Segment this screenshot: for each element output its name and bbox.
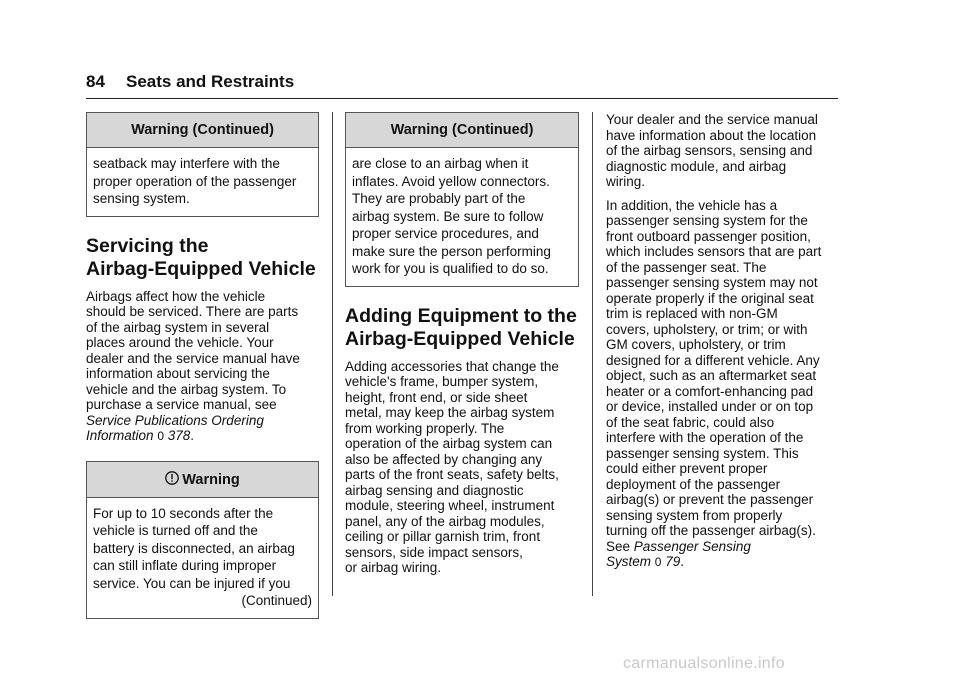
text-line: panel, any of the airbag modules, bbox=[345, 513, 545, 529]
passenger-sensing-link-cont[interactable]: System bbox=[606, 554, 652, 569]
text-line: which includes sensors that are part bbox=[606, 244, 822, 259]
warning-box bbox=[86, 461, 319, 619]
page-ref-icon: 0 bbox=[157, 429, 164, 443]
text-line: operation of the airbag system can bbox=[345, 436, 553, 451]
text-line: deployment of the passenger bbox=[606, 476, 781, 492]
passenger-sensing-paragraph bbox=[606, 198, 838, 571]
text-line: GM covers, upholstery, or trim bbox=[606, 337, 786, 352]
section-heading-adding-equipment bbox=[345, 305, 579, 351]
text-line: of the airbag sensors, sensing and bbox=[606, 143, 813, 158]
warning-box-body bbox=[87, 148, 318, 216]
warning-continued-box bbox=[345, 112, 579, 287]
text-line: inflates. Avoid yellow connectors. bbox=[352, 173, 550, 189]
page-header bbox=[86, 72, 838, 99]
warning-box-body bbox=[87, 498, 318, 618]
text-line: For up to 10 seconds after the bbox=[93, 505, 274, 521]
text-line: turning off the passenger airbag(s). bbox=[606, 523, 816, 538]
text-line: airbag(s) or prevent the passenger bbox=[606, 492, 814, 507]
text-line: passenger sensing system. This bbox=[606, 445, 799, 461]
text-line: vehicle's frame, bumper system, bbox=[345, 374, 539, 389]
text-line: airbag sensing and diagnostic bbox=[345, 482, 524, 498]
text-line: In addition, the vehicle has a bbox=[606, 197, 778, 213]
adding-equipment-paragraph bbox=[345, 359, 579, 576]
text-line: airbag system. Be sure to follow bbox=[352, 208, 544, 224]
text-line: ceiling or pillar garnish trim, front bbox=[345, 529, 541, 544]
text-line: They are probably part of the bbox=[352, 191, 526, 206]
text-line: should be serviced. There are parts bbox=[86, 304, 299, 319]
warning-title: Warning bbox=[182, 471, 240, 488]
warning-box-heading: Warning (Continued) bbox=[87, 113, 318, 148]
heading-line: Adding Equipment to the bbox=[345, 304, 577, 327]
text-line: front outboard passenger position, bbox=[606, 228, 811, 244]
text-line: battery is disconnected, an airbag bbox=[93, 540, 295, 556]
text-line: parts of the front seats, safety belts, bbox=[345, 467, 559, 482]
text-line: sensing system. bbox=[93, 191, 190, 206]
text-line: make sure the person performing bbox=[352, 243, 551, 259]
service-publications-link-cont[interactable]: Information bbox=[86, 428, 154, 443]
text-line: seatback may interfere with the bbox=[93, 156, 280, 171]
column-2 bbox=[345, 112, 579, 584]
text-line: also be affected by changing any bbox=[345, 451, 543, 467]
text-line: information about servicing the bbox=[86, 366, 270, 381]
link-line bbox=[606, 554, 838, 571]
servicing-paragraph bbox=[86, 289, 319, 445]
period: . bbox=[680, 554, 685, 569]
text-line: heater or a comfort-enhancing pad bbox=[606, 383, 814, 399]
heading-line: Servicing the bbox=[86, 234, 209, 257]
text-line: of the passenger seat. The bbox=[606, 259, 767, 275]
section-heading-servicing bbox=[86, 235, 319, 281]
text-line: could either prevent proper bbox=[606, 461, 768, 476]
text-line: have information about the location bbox=[606, 127, 817, 143]
page-ref-number[interactable]: 378 bbox=[167, 428, 191, 443]
heading-line: Airbag-Equipped Vehicle bbox=[345, 327, 575, 350]
warning-box-heading: Warning (Continued) bbox=[346, 113, 578, 148]
column-3 bbox=[606, 112, 838, 579]
text-line: proper operation of the passenger bbox=[93, 173, 297, 189]
text-line: Airbags affect how the vehicle bbox=[86, 288, 266, 304]
page-ref-icon: 0 bbox=[654, 555, 662, 569]
text-line: are close to an airbag when it bbox=[352, 156, 529, 171]
warning-box-body bbox=[346, 148, 578, 286]
service-publications-link[interactable]: Service Publications Ordering bbox=[86, 412, 264, 428]
text-line: purchase a service manual, see bbox=[86, 397, 277, 412]
text-line: of the seat fabric, could also bbox=[606, 414, 775, 430]
text-line: or device, installed under or on top bbox=[606, 399, 814, 414]
text-line: or airbag wiring. bbox=[345, 560, 442, 575]
page-ref-number[interactable]: 79 bbox=[665, 554, 681, 569]
dealer-info-paragraph bbox=[606, 112, 838, 190]
section-title: Seats and Restraints bbox=[126, 72, 295, 91]
period: . bbox=[190, 428, 195, 443]
text-line: sensing system from properly bbox=[606, 507, 783, 523]
text-line: operate properly if the original seat bbox=[606, 290, 814, 306]
text-line: Adding accessories that change the bbox=[345, 358, 559, 374]
text-line: places around the vehicle. Your bbox=[86, 335, 274, 350]
text-line: designed for a different vehicle. Any bbox=[606, 352, 820, 368]
text-line: passenger sensing system for the bbox=[606, 213, 808, 228]
text-line: proper service procedures, and bbox=[352, 226, 539, 241]
text-line: sensors, side impact sensors, bbox=[345, 544, 523, 560]
text-line: diagnostic module, and airbag bbox=[606, 158, 787, 174]
warning-icon bbox=[165, 471, 179, 485]
link-line bbox=[86, 428, 319, 445]
column-1 bbox=[86, 112, 319, 637]
text-line: interfere with the operation of the bbox=[606, 430, 804, 445]
text-line: can still inflate during improper bbox=[93, 558, 277, 573]
passenger-sensing-link[interactable]: Passenger Sensing bbox=[633, 538, 751, 554]
text-line: service. You can be injured if you bbox=[93, 575, 291, 591]
text-line: Your dealer and the service manual bbox=[606, 112, 818, 127]
text-line: height, front end, or side sheet bbox=[345, 389, 528, 405]
column-divider bbox=[332, 112, 333, 596]
text-line: vehicle is turned off and the bbox=[93, 523, 258, 538]
page-number: 84 bbox=[86, 72, 105, 91]
warning-continued-box bbox=[86, 112, 319, 217]
heading-line: Airbag-Equipped Vehicle bbox=[86, 257, 316, 280]
warning-box-heading bbox=[87, 462, 318, 498]
text-line: vehicle and the airbag system. To bbox=[86, 381, 287, 397]
text-line: dealer and the service manual have bbox=[86, 350, 300, 366]
text-line: passenger sensing system may not bbox=[606, 275, 818, 290]
see-word: See bbox=[606, 538, 631, 554]
column-divider bbox=[592, 112, 593, 596]
text-line: from working properly. The bbox=[345, 420, 505, 436]
watermark: carmanualsonline.info bbox=[623, 655, 785, 672]
text-line: wiring. bbox=[606, 174, 646, 189]
text-line: covers, upholstery, or trim; or with bbox=[606, 321, 808, 337]
continued-label: (Continued) bbox=[241, 593, 312, 608]
text-line: metal, may keep the airbag system bbox=[345, 405, 555, 420]
text-line: object, such as an aftermarket seat bbox=[606, 368, 817, 383]
text-line: module, steering wheel, instrument bbox=[345, 498, 555, 513]
text-line: of the airbag system in several bbox=[86, 319, 270, 335]
text-line: trim is replaced with non-GM bbox=[606, 306, 778, 321]
link-line bbox=[606, 539, 838, 555]
text-line: work for you is qualified to do so. bbox=[352, 261, 549, 276]
